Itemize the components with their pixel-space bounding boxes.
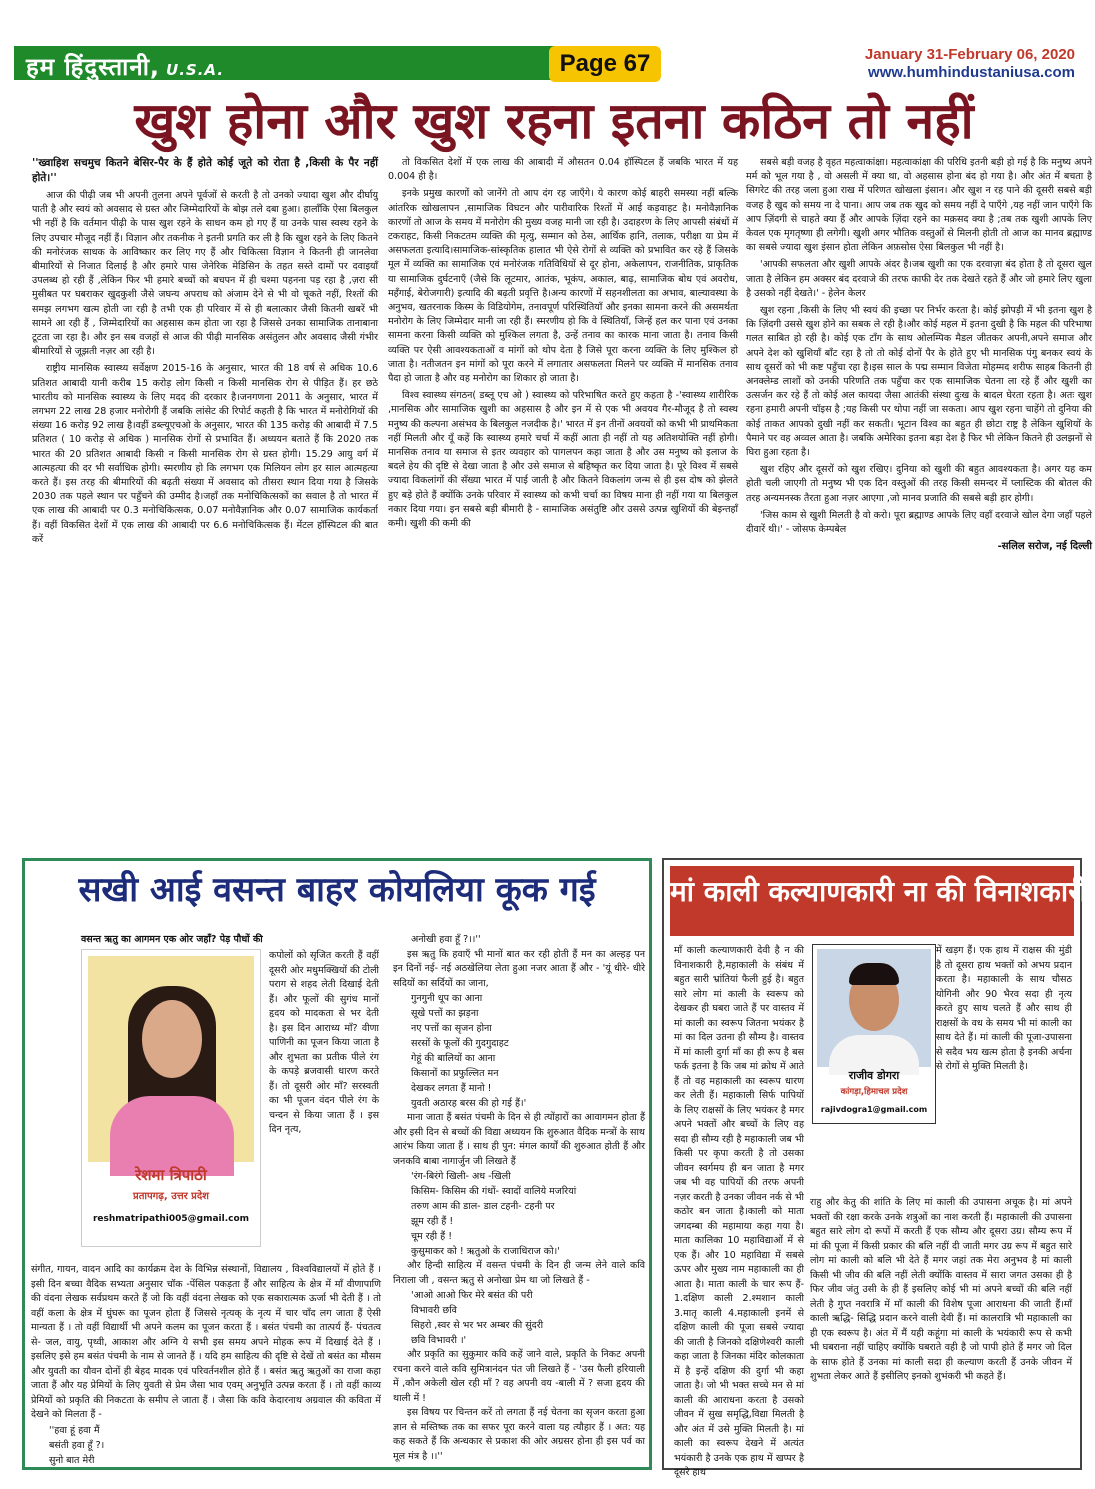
- kali-author-place: कांगड़ा,हिमाचल प्रदेश: [840, 1087, 908, 1097]
- kali-lower-text: राहु और केतु की शांति के लिए मां काली की उपासना अचूक है। मां अपने भक्तों की रक्षा करके उनके शत्रुओं का नाश करती हैं। महाकाली की उपासना बहुत सारे लोग दो रूपों में करती हैं एक सौम्य और दूसरा उग्र। सौम्य रूप में मां की पूजा में किसी प्रकार की बलि नहीं दी जाती मगर उग्र रूप में बहुत सारे लोग मां काली को बलि भी देते हैं मगर जहां तक मेरा अनुभव है मां काली किसी भी जीव की बलि नहीं लेती क्योंकि वास्तव में सारा जगत उसका ही है फिर जीव जंतु उसी के ही हैं इसलिए कोई भी मां अपने बच्चों की बलि नहीं लेती है गुप्त नवरात्रि में माँ काली की विशेष पूजा आराधना की जाती हैं।माँ काली ऋद्धि- सिद्धि प्रदान करने वाली देवी हैं। मां कालरात्रि भी महाकाली का ही एक स्वरूप है। अंत में मैं यही कहूंगा मां काली के भयंकारी रूप से कभी भी घबराना नहीं चाहिए क्योंकि घबराते वही है जो पापी होते हैं मगर जो दिल के साफ होते हैं उनका मां काली सदा ही कल्याण करती हैं उनके जीवन में शुभता लेकर आते हैं इसीलिए इनको शुभंकरी भी कहते हैं।: [810, 1197, 1072, 1382]
- paragraph: राष्ट्रीय मानसिक स्वास्थ्य सर्वेक्षण 2015-16 के अनुसार, भारत की 18 वर्ष से अधिक 10.6 प्रतिशत आबादी यानी करीब 15 करोड़ लोग किसी न किसी मानसिक रोग से पीड़ित हैं। हर छठे भारतीय को मानसिक स्वास्थ्य के लिए मदद की दरकार है।जनगणना 2011 के अनुसार, भारत में लगभग 22 लाख 28 हजार मनोरोगी हैं जबकि लांसेट की रिपोर्ट कहती है कि भारत में मनोरोगियों की संख्या 16 करोड़ 92 लाख है।वहीं डब्ल्यूएचओ के अनुसार, भारत की 135 करोड़ की आबादी में 7.5 प्रतिशत ( 10 करोड़ से अधिक ) मानसिक रोगों से प्रभावित हैं। अध्ययन बताते हैं कि 2020 तक भारत की 20 प्रतिशत आबादी किसी न किसी मानसिक रोग से ग्रस्त होगी। 15.29 आयु वर्ग में आत्महत्या की दर भी सर्वाधिक होगी। स्मरणीय हो कि लगभग एक मिलियन लोग हर साल आत्महत्या करते हैं। इस तरह की बीमारियों की बढ़ती संख्या में अवसाद को तीसरा स्थान दिया गया है जिसके 2030 तक पहले स्थान पर पहुँचने की उम्मीद है।जहाँ तक मनोचिकित्सकों का सवाल है तो भारत में एक लाख की आबादी पर 0.3 मनोचिकित्सक, 0.07 मनोवैज्ञानिक और 0.07 सामाजिक कार्यकर्ता हैं। वहीं विकसित देशों में एक लाख की आबादी पर 6.6 मनोचिकित्सक हैं। मेंटल हॉस्पिटल की बात करें: [32, 363, 378, 545]
- paragraph: आज की पीढ़ी जब भी अपनी तुलना अपने पूर्वजों से करती है तो उनको ज्यादा खुश और दीर्घायु पाती है और स्वयं को अवसाद से ग्रस्त और जिम्मेदारियों के बोझ तले दबा हुआ। हालाँकि ऐसा बिलकुल भी नहीं है कि वर्तमान पीढ़ी के पास खुश रहने के साधन कम हो गए हैं या उनके पास स्वस्थ रहने के लिए उपचार मौजूद नहीं हैं। विज्ञान और तकनीक ने इतनी प्रगति कर ली है कि खुश रहने के लिए कितने की मनोरंजक साधक के आविष्कार कर लिए गए हैं और चिकित्सा विज्ञान ने कितनी ही जानलेवा बीमारियों से निजात दिलाई है और हमारे पास जेनेरिक मेडिसिन के तहत सस्ते दामों पर दवाइयाँ उपलब्ध हो रही हैं ,लेकिन फिर भी हमारे बच्चों को बचपन में ही चश्मा पहनना पड़ रहा है ,ज़रा सी मुसीबत पर घबराकर खुदकुशी जैसे जघन्य अपराध को अंजाम देने से भी वो चूकते नहीं, रिश्तों की समझ लगभग खत्म होती जा रही है तभी एक ही परिवार में से ही बलात्कार जैसी कितनी खबरें भी सामने आ रही हैं , जिम्मेदारियों का अहसास कम होता जा रहा है जिससे उनका सामाजिक तानाबाना टूटता जा रहा है। और इन सब वजहों से आज की पीढ़ी मानसिक असंतुलन और अवसाद जैसी गंभीर बीमारियों से जूझती नज़र आ रही है।: [32, 190, 379, 358]
- paragraph: और प्रकृति का सुकुमार कवि कहें जाने वाले, प्रकृति के निकट अपनी रचना करने वाले कवि सुमित्रानंदन पंत जी लिखते हैं - 'उस फैली हरियाली में ,कौन अकेली खेल रही माँ ? वह अपनी वय -बाली में ? सजा हृदय की थाली में !: [393, 1349, 645, 1404]
- kali-author-photo: [817, 949, 931, 1067]
- poem-line: 'रंग-बिरंगे खिली- अध -खिली: [411, 1171, 511, 1182]
- poem-line: छवि विभावरी ।': [411, 1335, 467, 1346]
- paragraph: सबसे बड़ी वजह है वृहत महत्वाकांक्षा। महत्वाकांक्षा की परिधि इतनी बड़ी हो गई है कि मनुष्य अपने मर्म को भूल गया है , वो असली में क्या था, वो अहसास होना बंद हो गया है। और अंत में बचता है सिगरेट की तरह जला हुआ राख में परिणत खोखला इंसान। और खुश न रह पाने की दूसरी सबसे बड़ी वजह है खुद को समय ना दे पाना। आप जब तक खुद को समय नहीं दे पाएँगे ,यह नहीं जान पाएँगे कि आप ज़िंदगी से चाहते क्या हैं और आपके ज़िंदा रहने का मक़सद क्या है ;तब तक खुशी आपके लिए केवल एक मृगतृष्णा ही लगेगी। खुशी अगर भौतिक वस्तुओं से मिलनी होती तो आज का मानव ब्रह्माण्ड का सबसे ज्यादा खुश इंसान होता लेकिन अफ़सोस ऐसा बिलकुल भी नहीं है।: [746, 157, 1093, 254]
- author-photo: [88, 956, 254, 1162]
- poem-line: बसंती हवा हूँ ?।: [49, 1439, 105, 1451]
- paragraph: 'जिस काम से खुशी मिलती है वो करो। पूरा ब्रह्माण्ड आपके लिए वहाँ दरवाजे खोल देगा जहाँ पहले दीवारें थी।' - जोसफ केम्पबेल: [746, 509, 1092, 536]
- photo-hair: [849, 963, 899, 985]
- author-name: रेशमा त्रिपाठी: [135, 1166, 207, 1184]
- poem-line: विभावरी छवि: [411, 1305, 457, 1316]
- paragraph: और हिन्दी साहित्य में वसन्त पंचमी के दिन ही जन्म लेने वाले कवि निराला जी , वसन्त ऋतु से अनोखा प्रेम था जो लिखते हैं -: [393, 1260, 645, 1286]
- author-photo-card: [81, 949, 261, 1247]
- vasant-lower-text: [31, 1263, 381, 1466]
- masthead-name: हम हिंदुस्तानी,: [26, 53, 161, 81]
- kali-author-name: राजीव डोगरा: [848, 1069, 900, 1082]
- poem-line: गुनगुनी धूप का आना: [411, 993, 483, 1004]
- kali-body: [674, 944, 1072, 1478]
- main-column-2: [388, 156, 738, 846]
- kali-article-box: [662, 858, 1087, 1478]
- poem-line: तरुण आम की डाल- डाल टहनी- टहनी पर: [411, 1201, 555, 1212]
- poem-nirala: [411, 1288, 645, 1348]
- photo-body: [110, 1096, 234, 1176]
- poem-line: अनोखी हवा हूँ ?।।'': [411, 934, 481, 945]
- poem-line: देखकर लगता हैं मानो !: [411, 1083, 492, 1094]
- vasant-intro-text: वसन्त ऋतु का आगमन एक ओर जहाँ? पेड़ पौधों की: [81, 934, 263, 945]
- poem-line: चूम रही हैं !: [411, 1231, 453, 1242]
- poem-line: ''हवा हूं हवा मैं: [49, 1424, 100, 1436]
- kali-headline: मां काली कल्याणकारी ना की विनाशकारी: [670, 875, 1087, 908]
- article-author: -सलिल सरोज, नई दिल्ली: [997, 541, 1092, 553]
- paragraph: खुश रहिए और दूसरों को खुश रखिए। दुनिया को खुशी की बहुत आवश्यकता है। अगर यह कम होती चली जाएगी तो मनुष्य भी एक दिन वस्तुओं की तरह किसी समन्दर में प्लास्टिक की बोतल की तरह अन्यमनस्क तैरता हुआ नज़र आएगा ,जो मानव प्रजाति की सबसे बड़ी हार होगी।: [746, 464, 1092, 504]
- page-number: Page 67: [549, 46, 661, 82]
- paragraph: इस विषय पर चिन्तन करें तो लगता हैं नई चेतना का सृजन करता हुआ ज्ञान से मस्तिष्क तक का सफर पूरा करने वाला यह त्यौहार हैं । अत: यह कह सकते हैं कि अन्धकार से प्रकाश की ओर अग्रसर होना ही इस पर्व का मूल मंत्र है ।।'': [393, 1407, 645, 1462]
- main-article: [32, 156, 1092, 846]
- poem-line: कुसुमाकर को ! ऋतुओ के राजाधिराज को।': [411, 1246, 560, 1257]
- poem-line: सरसों के फूलों की गुदगुदाहट: [411, 1038, 509, 1049]
- poem-line: युवती अठारह बरस की हो गई हैं।': [411, 1098, 527, 1109]
- vasant-side-text: कपोलों को सृजित करती हैं वहीं दूसरी ओर मधुमक्खियों की टोली पराग से शहद लेती दिखाई देती हैं। और फूलों की सुगंध मानों हृदय को मादकता से भर देती है। इस दिन आराध्य माँ? वीणा पाणिनी का पूजन किया जाता है और शुभता का प्रतीक पीले रंग के कपड़े ब्रजवासी धारण करते हैं। तो दूसरी ओर माँ? सरस्वती का भी पूजन वंदन पीले रंग के चन्दन से किया जाता हैं । इस दिन नृत्य,: [269, 950, 379, 1135]
- kali-author-photo-card: [812, 944, 936, 1124]
- main-column-1: [32, 156, 378, 846]
- issue-date: January 31-February 06, 2020: [864, 46, 1075, 63]
- author-place: प्रतापगढ़, उत्तर प्रदेश: [133, 1191, 209, 1202]
- paragraph: विश्व स्वास्थ्य संगठन( डब्लू एच ओ ) स्वास्थ्य को परिभाषित करते हुए कहता है -'स्वास्थ्य शारीरिक ,मानसिक और सामाजिक खुशी का अहसास है और इन में से एक भी अवयव गैर-मौजूद है तो स्वस्थ मनुष्य की कल्पना असंभव के बिलकुल नजदीक है।' भारत में इन तीनों अवयवों को कभी भी प्राथमिकता नहीं मिलती और यूँ कहें कि स्वास्थ्य हमारे चर्चा में कहीं आता ही नहीं तो यह अतिशयोक्ति नहीं होगी। मानसिक तनाव या समाज से इतर व्यवहार को पागलपन कहा जाता है और उस मनुष्य को इलाज के बदले हेय की दृष्टि से देखा जाता है और उसे समाज से बहिष्कृत कर दिया जाता है। पूरे विश्व में सबसे ज्यादा विकलांगों की सँख्या भारत में पाई जाती है और कितने विकलांग जन्म से ही इस दोष को झेलते हुए बड़े होते हैं क्योंकि उनके परिवार में स्वास्थ्य को कभी चर्चा का विषय माना ही नहीं गया या बिलकुल नकार दिया गया। इन सबसे बड़ी बीमारी है - सामाजिक असंतुष्टि और उससे उत्पन्न खुशियों की बेइन्तहाँ कमी। खुशी की कमी की: [388, 390, 738, 530]
- poem-line: किसानों का प्रफुल्लित मन: [411, 1068, 499, 1079]
- photo-face: [142, 1000, 202, 1078]
- poem-kedarnath: [49, 1423, 381, 1468]
- vasant-body: [31, 933, 645, 1465]
- poem-line: सूखे पत्तों का झड़ना: [411, 1008, 479, 1019]
- masthead-sub: U.S.A.: [166, 61, 225, 79]
- opening-quote: ''ख्वाहिश सचमुच कितने बेसिर-पैर के हैं होते कोई जूते को रोता है ,किसी के पैर नहीं होते।'': [32, 157, 378, 184]
- paragraph: संगीत, गायन, वादन आदि का कार्यक्रम देश के विभिन्न संस्थानों, विद्यालय , विश्वविद्यालयों में होते हैं । इसी दिन बच्चा वैदिक सभ्यता अनुसार चॉक -पेंसिल पकड़ता हैं और साहित्य के क्षेत्र में माँ वीणापाणि की वंदना लेखक सर्वप्रथम करते हैं जो कि वहीं वंदना लेखक को एक सकारात्मक ऊर्जा भी देती हैं । तो वहीं कला के क्षेत्र में घुंघरू का पूजन होता हैं जिससे नृत्यक् के नृत्य में चार चाँद लग जाता हैं ऐसी मान्यता हैं । तो वहीं विद्यार्थी भी अपने कलम का पूजन करता हैं । बसंत पंचमी का तात्पर्य हैं- पंचतत्व से- जल, वायु, पृथ्वी, आकाश और अग्नि ये सभी इस समय अपने मोहक रूप में दिखाई देते हैं । इसलिए इसे हम बसंत पंचमी के नाम से जानते हैं । यदि हम साहित्य की दृष्टि से देखें तो बसंत का मौसम और युवती का यौवन दोनों ही बेहद मादक एवं परिवर्तनशील होते हैं । बसंत ऋतु ऋतुओं का राजा कहा जाता हैं और यह प्रेमियों के लिए युवती से प्रेम जैसा भाव एवम् अनुभूति उत्पन्न करता हैं । तो वहीं काव्य प्रेमियों को प्रकृति की निकटता के समीप ले जाता हैं । जैसा कि कवि केदारनाथ अग्रवाल की कविता में देखने को मिलता हैं -: [31, 1264, 381, 1420]
- poem-line: झूम रही हैं !: [411, 1216, 454, 1227]
- poem-line: किसिम- किसिम की गंधों- स्वादों वालिये मजरियां: [411, 1186, 577, 1197]
- author-email[interactable]: reshmatripathi005@gmail.com: [92, 1214, 250, 1224]
- poem-line: सुनो बात मेरी: [49, 1454, 95, 1466]
- main-headline: खुश होना और खुश रहना इतना कठिन तो नहीं: [134, 92, 974, 150]
- poem-line: गेहूं की बालियों का आना: [411, 1053, 496, 1064]
- paragraph: खुश रहना ,किसी के लिए भी स्वयं की इच्छा पर निर्भर करता है। कोई झोपड़ी में भी इतना खुश है कि ज़िंदगी उससे खुश होने का सबक ले रही है।और कोई महल में इतना दुखी है कि महल की परिभाषा गलत साबित हो रही है। कोई एक टाँग के साथ ओलम्पिक मैडल जीतकर अपनी,अपने समाज और अपने देश को खुशियाँ बाँट रहा है तो तो कोई दोनों पैर के होते हुए भी मानसिक पंगु बनकर स्वयं के साथ दूसरों को भी कष्ट पहुँचा रहा है।इस साल के पद्म सम्मान विजेता मोहम्मद शरीफ साहब कितनी ही अनक्लेम्ड लाशों को उनकी परिणति तक पहुँचा कर एक सामाजिक चेतना ला रहे हैं और खुशी का उत्सर्जन कर रहे हैं तो कोई अल कायदा जैसा आतंकी संस्था दुःख के बादल घेरता रहता है। अतः खुश रहना हमारी अपनी चॉइस है ;यह किसी पर थोपा नहीं जा सकता। आप खुश रहना चाहेंगे तो दुनिया की कोई ताकत आपको दुखी नहीं कर सकती। भूटान विश्व का बहुत ही छोटा राष्ट्र है लेकिन खुशियों के पैमाने पर वह अव्वल आता है। जबकि अमेरिका इतना बड़ा देश है फिर भी लेकिन कितने ही उलझनों से घिरा हुआ रहता है।: [746, 305, 1092, 459]
- poem-nagarjun: [411, 1169, 645, 1259]
- vasant-article-box: [22, 858, 652, 1470]
- poem-line: नए पत्तों का सृजन होना: [411, 1023, 492, 1034]
- poem-seasons: [411, 991, 645, 1111]
- vasant-column-2: [393, 933, 645, 1465]
- paragraph: तो विकसित देशों में एक लाख की आबादी में औसतन 0.04 हॉस्पिटल हैं जबकि भारत में यह 0.004 ही है।: [388, 157, 738, 183]
- website-url[interactable]: www.humhindustaniusa.com: [868, 64, 1075, 81]
- paragraph: माना जाता हैं बसंत पंचमी के दिन से ही त्योंहारों का आवागमन होता हैं और इसी दिन से बच्चों की विद्या अध्ययन कि शुरुआत वैदिक मन्त्रों के साथ आरंभ किया जाता हैं । साथ ही पुन: मंगल कार्यों की शुरुआत होती हैं और जनकवि बाबा नागार्जुन जी लिखते हैं: [393, 1112, 646, 1167]
- poem-line: सिहरो ,स्वर से भर भर अम्बर की सुंदरी: [411, 1320, 544, 1331]
- paragraph: इस ऋतु कि हवाएँ भी मानों बात कर रही होती हैं मन का अल्हड़ पन इन दिनों नई- नई अठखेलिया लेता हुआ नजर आता हैं और - 'यूं धीरे- धीरे सदियों का सर्दियों का जाना,: [393, 948, 645, 989]
- main-column-3: [746, 156, 1092, 846]
- kali-column-1: माँ काली कल्याणकारी देवी है न की विनाशकारी है,महाकाली के संबंध में बहुत सारी भ्रांतियां फैली हुई है। बहुत सारे लोग मां काली के स्वरूप को देखकर ही घबरा जाते हैं पर वास्तव में मां काली का स्वरूप जितना भयंकर है मां का दिल उतना ही सौम्य है। वास्तव में मां काली दुर्गा माँ का ही रूप है बस फर्क इतना है कि जब मां क्रोध में आते हैं तो वह महाकाली का स्वरूप धारण कर लेती हैं। महाकाली सिर्फ पापियों के लिए राक्षसों के लिए भयंकर है मगर अपने भक्तों और बच्चों के लिए वह सदा ही सौम्य रही है महाकाली जब भी किसी पर कृपा करती है तो उसका जीवन स्वर्गमय ही बन जाता है मगर जब भी वह पापियों की तरफ अपनी नज़र करती है उनका जीवन नर्क से भी कठोर बन जाता है।काली को माता जगदम्बा की महामाया कहा गया है। माता कालिका 10 महाविद्याओं में से एक हैं। और 10 महाविद्या में सबसे ऊपर और मुख्य नाम महाकाली का ही आता है। माता काली के चार रूप हैं- 1.दक्षिण काली 2.श्मशान काली 3.मातृ काली 4.महाकाली इनमें से दक्षिण काली की पूजा सबसे ज्यादा की जाती है जिनको दक्षिणेश्वरी काली कहा जाता है जिनका मंदिर कोलकाता में है इन्हें दक्षिण की दुर्गा भी कहा जाता है। जो भी भक्त सच्चे मन से मां काली की आराधना करता है उसको जीवन में सुख समृद्धि,विद्या मिलती है और अंत में उसे मुक्ति मिलती है। मां काली का स्वरूप देखने में अत्यंत भयंकारी है उनके एक हाथ में खप्पर है दूसरे हाथ: [674, 945, 804, 1478]
- paragraph: इनके प्रमुख कारणों को जानेंगे तो आप दंग रह जाएँगे। ये कारण कोई बाहरी समस्या नहीं बल्कि आंतरिक खोखलापन ,सामाजिक विघटन और पारीवारिक रिश्तों में आई कड़वाहट है। मनोवैज्ञानिक कारणों तो आज के समय में मनोरोग की मुख्य वजह मानी जा रही है। उदाहरण के लिए आपसी संबंधों में टकराहट, किसी निकटतम व्यक्ति की मृत्यु, सम्मान को ठेस, आर्थिक हानि, तलाक, परीक्षा या प्रेम में असफलता इत्यादि।सामाजिक-सांस्कृतिक हालात भी ऐसे रोगों से व्यक्ति को प्रभावित कर रहे हैं जिसके मूल में व्यक्ति का सामाजिक एवं मनोरंजक गतिविधियों से दूर होना, अकेलापन, राजनीतिक, प्राकृतिक या सामाजिक दुर्घटनाएँ (जैसे कि लूटमार, आतंक, भूकंप, अकाल, बाढ़, सामाजिक बोध एवं अवरोध, महँगाई, बेरोजगारी) इत्यादि की बढ़ती प्रवृत्ति है।अन्य कारणों में सहनशीलता का अभाव, बाल्यावस्था के अनुभव, खतरनाक किस्म के विडियोगेम, तनावपूर्ण परिस्थितियाँ और इनका सामना करने की असमर्थता मनोरोग के लिए जिम्मेदार मानी जा रही हैं। स्मरणीय हो कि वे स्थितियाँ, जिन्हें हल कर पाना एवं उनका सामना करना किसी व्यक्ति को मुश्किल लगता है, उन्हें तनाव का कारक माना जाता है। तनाव किसी व्यक्ति पर ऐसी आवश्यकताओं व मांगों को थोप देता है जिसे पूरा करना व्यक्ति के लिए मुश्किल हो जाता है। नतीजतन इन मांगों को पूरा करने में लगातार असफलता मिलने पर व्यक्ति में मानसिक तनाव पैदा हो जाता है और वह मनोरोग का शिकार हो जाता है।: [388, 188, 738, 385]
- kali-column-3: में खड़ग हैं। एक हाथ में राक्षस की मुंडी है तो दूसरा हाथ भक्तों को अभय प्रदान करता है। महाकाली के साथ चौसठ योगिनी और 90 भैरव सदा ही नृत्य करते हुए साथ चलते हैं और साथ ही राक्षसों के वध के समय भी मां काली का साथ देते हैं। मां काली की पूजा-उपासना से सदैव भय खत्म होता है इनकी अर्चना से रोगों से मुक्ति मिलती है।: [936, 945, 1072, 1072]
- masthead-title: [26, 50, 224, 83]
- kali-author-email[interactable]: rajivdogra1@gmail.com: [820, 1105, 928, 1114]
- vasant-headline: सखी आई वसन्त बाहर कोयलिया कूक गई: [78, 870, 596, 910]
- paragraph: 'आपकी सफलता और खुशी आपके अंदर है।जब खुशी का एक दरवाज़ा बंद होता है तो दूसरा खुल जाता है लेकिन हम अक्सर बंद दरवाजे की तरफ काफी देर तक देखते रहते हैं और जो हमारे लिए खुला है उसको नहीं देखते।' - हेलेन केलर: [746, 259, 1092, 299]
- poem-line: 'आओ आओ फिर मेरे बसंत की परी: [411, 1290, 533, 1301]
